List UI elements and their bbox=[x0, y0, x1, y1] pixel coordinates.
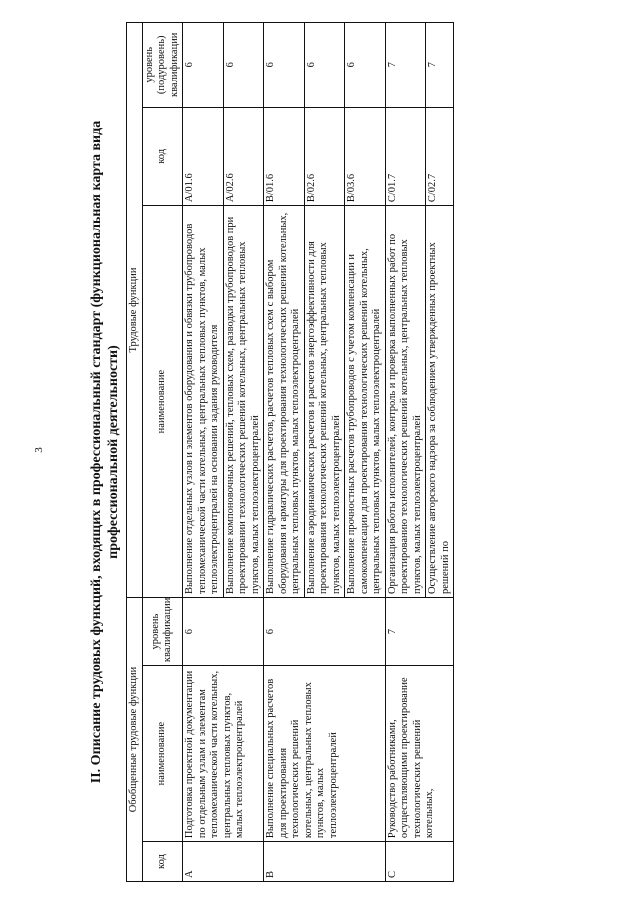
gen-level-header: уровень квалификации bbox=[142, 598, 183, 666]
func-code-cell: C/01.7 bbox=[385, 107, 426, 206]
func-code-cell: B/02.6 bbox=[304, 107, 345, 206]
gen-name-cell: Руководство работниками, осуществляющими проектирование технологических решений котельных, bbox=[385, 666, 454, 842]
func-level-header: уровень (подуровень) квалификации bbox=[142, 23, 183, 108]
labor-functions-header: Трудовые функции bbox=[127, 23, 143, 598]
func-name-header: наименование bbox=[142, 206, 183, 598]
page-number: 3 bbox=[32, 447, 45, 453]
gen-level-cell: 6 bbox=[264, 598, 386, 666]
gen-name-cell: Подготовка проектной документации по отдельным узлам и элементам тепломеханической части котельных, центральных тепловых пунктов, малых теплоэлектроцентралей bbox=[183, 666, 264, 842]
func-level-cell: 6 bbox=[304, 23, 345, 108]
gen-name-header: наименование bbox=[142, 666, 183, 842]
func-name-cell: Выполнение отдельных узлов и элементов оборудования и обвязки трубопроводов тепломеханической части котельных, центральных тепловых пунктов, малых теплоэлектроцентралей на основании задания руководителя bbox=[183, 206, 224, 598]
gen-code-header: код bbox=[142, 842, 183, 882]
table-row bbox=[183, 23, 224, 882]
gen-code-cell: C bbox=[385, 842, 454, 882]
gen-level-cell: 6 bbox=[183, 598, 264, 666]
table-row bbox=[264, 23, 305, 882]
gen-code-cell: A bbox=[183, 842, 264, 882]
func-name-cell: Выполнение компоновочных решений, тепловых схем, разводки трубопроводов при проектировании технологических решений котельных, центральных тепловых пунктов, малых теплоэлектроцентралей bbox=[223, 206, 264, 598]
func-name-cell: Выполнение аэродинамических расчетов и расчетов энергоэффективности для проектирования технологических решений котельных, центральных тепловых пунктов, малых теплоэлектроцентралей bbox=[304, 206, 345, 598]
func-level-cell: 7 bbox=[426, 23, 454, 108]
table-row bbox=[385, 23, 426, 882]
func-code-cell: B/03.6 bbox=[345, 107, 386, 206]
header-row-2 bbox=[142, 23, 183, 882]
func-code-cell: C/02.7 bbox=[426, 107, 454, 206]
section-heading bbox=[88, 22, 122, 882]
gen-level-cell: 7 bbox=[385, 598, 454, 666]
func-level-cell: 6 bbox=[223, 23, 264, 108]
func-level-cell: 6 bbox=[264, 23, 305, 108]
func-name-cell: Выполнение гидравлических расчетов, расчетов тепловых схем с выбором оборудования и арматуры для проектирования технологических решений котельных, центральных тепловых пунктов, малых теплоэлектроцентралей bbox=[264, 206, 305, 598]
func-code-cell: A/02.6 bbox=[223, 107, 264, 206]
rotated-page bbox=[88, 22, 628, 882]
gen-code-cell: B bbox=[264, 842, 386, 882]
heading-line-1: II. Описание трудовых функций, входящих в профессиональный стандарт (функциональная карта вида bbox=[89, 120, 104, 784]
func-code-cell: B/01.6 bbox=[264, 107, 305, 206]
generalized-functions-header: Обобщенные трудовые функции bbox=[127, 598, 143, 882]
func-code-cell: A/01.6 bbox=[183, 107, 224, 206]
func-name-cell: Осуществление авторского надзора за соблюдением утвержденных проектных решений по bbox=[426, 206, 454, 598]
functional-map-table bbox=[126, 22, 454, 882]
func-level-cell: 7 bbox=[385, 23, 426, 108]
func-code-header: код bbox=[142, 107, 183, 206]
gen-name-cell: Выполнение специальных расчетов для проектирования технологических решений котельных, центральных тепловых пунктов, малых теплоэлектроцентралей bbox=[264, 666, 386, 842]
header-row-1 bbox=[127, 23, 143, 882]
func-level-cell: 6 bbox=[345, 23, 386, 108]
func-name-cell: Выполнение прочностных расчетов трубопроводов с учетом компенсации и самокомпенсации для проектирования технологических решений котельных, центральных тепловых пунктов, малых теплоэлектроцентралей bbox=[345, 206, 386, 598]
heading-line-2: профессиональной деятельности) bbox=[106, 345, 121, 559]
func-level-cell: 6 bbox=[183, 23, 224, 108]
func-name-cell: Организация работы исполнителей, контроль и проверка выполненных работ по проектированию технологических решений котельных, центральных тепловых пунктов, малых теплоэлектроцентралей bbox=[385, 206, 426, 598]
